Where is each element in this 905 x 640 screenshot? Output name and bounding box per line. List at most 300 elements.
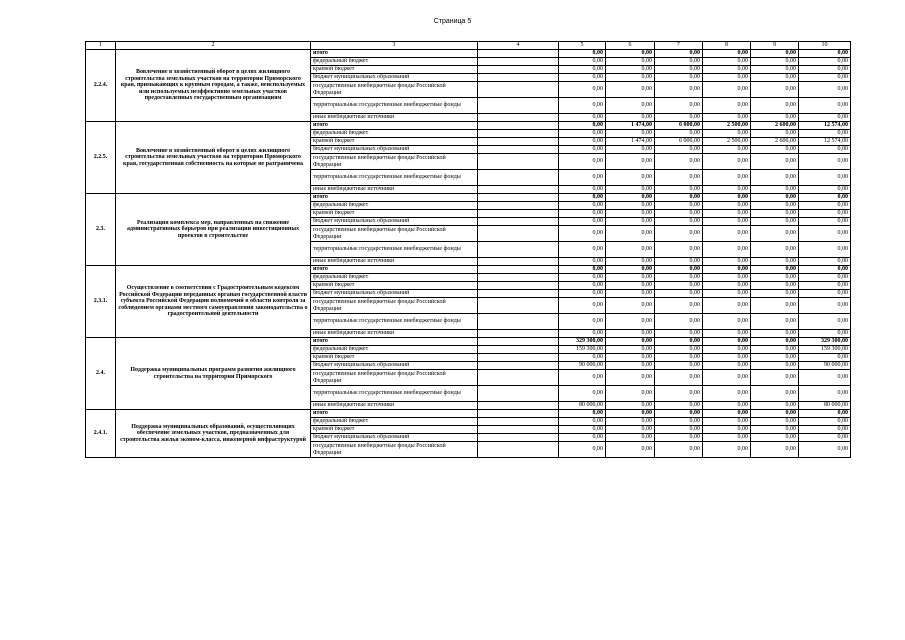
amount-cell: 0,00 — [559, 434, 606, 442]
amount-cell: 0,00 — [606, 370, 655, 386]
section-code: 2.2.4. — [86, 50, 116, 122]
amount-cell: 0,00 — [606, 58, 655, 66]
amount-cell: 0,00 — [751, 386, 799, 402]
amount-cell: 0,00 — [799, 202, 851, 210]
section-code: 2.4.1. — [86, 410, 116, 458]
funding-source-label: федеральный бюджет — [311, 274, 478, 282]
amount-cell: 0,00 — [655, 82, 703, 98]
empty-cell — [478, 74, 559, 82]
amount-cell: 0,00 — [703, 274, 751, 282]
empty-cell — [478, 354, 559, 362]
empty-cell — [478, 130, 559, 138]
funding-source-label: итого — [311, 50, 478, 58]
amount-cell: 0,00 — [751, 442, 799, 458]
table-row — [86, 410, 851, 418]
empty-cell — [478, 226, 559, 242]
amount-cell: 0,00 — [655, 218, 703, 226]
empty-cell — [478, 298, 559, 314]
empty-cell — [478, 242, 559, 258]
amount-cell: 0,00 — [606, 170, 655, 186]
amount-cell: 0,00 — [703, 402, 751, 410]
empty-cell — [478, 282, 559, 290]
amount-cell: 0,00 — [606, 98, 655, 114]
amount-cell: 0,00 — [799, 114, 851, 122]
amount-cell: 0,00 — [606, 402, 655, 410]
section-description: Реализация комплекса мер, направленных на снижение административных барьеров при реализации инвестиционных проектов в строительстве — [116, 194, 311, 266]
amount-cell: 0,00 — [751, 98, 799, 114]
amount-cell: 0,00 — [606, 386, 655, 402]
amount-cell: 0,00 — [655, 194, 703, 202]
funding-source-label: государственные внебюджетные фонды Российской Федерации — [311, 154, 478, 170]
amount-cell: 0,00 — [606, 130, 655, 138]
funding-source-label: государственные внебюджетные фонды Российской Федерации — [311, 370, 478, 386]
amount-cell: 0,00 — [559, 130, 606, 138]
amount-cell: 0,00 — [559, 138, 606, 146]
amount-cell: 0,00 — [655, 354, 703, 362]
empty-cell — [478, 402, 559, 410]
amount-cell: 2 600,00 — [751, 138, 799, 146]
amount-cell: 0,00 — [559, 418, 606, 426]
amount-cell: 0,00 — [751, 282, 799, 290]
empty-cell — [478, 370, 559, 386]
amount-cell: 0,00 — [703, 330, 751, 338]
amount-cell: 0,00 — [703, 50, 751, 58]
page-number-label: Страница 5 — [433, 18, 472, 25]
amount-cell: 0,00 — [799, 330, 851, 338]
amount-cell: 0,00 — [751, 410, 799, 418]
amount-cell: 0,00 — [606, 338, 655, 346]
funding-source-label: итого — [311, 194, 478, 202]
empty-cell — [478, 258, 559, 266]
amount-cell: 0,00 — [799, 314, 851, 330]
amount-cell: 0,00 — [799, 266, 851, 274]
amount-cell: 0,00 — [751, 338, 799, 346]
amount-cell: 0,00 — [703, 354, 751, 362]
amount-cell: 2 600,00 — [751, 122, 799, 130]
funding-source-label: бюджет муниципальных образований — [311, 146, 478, 154]
funding-source-label: государственные внебюджетные фонды Российской Федерации — [311, 82, 478, 98]
budget-table — [85, 41, 851, 458]
amount-cell: 0,00 — [559, 210, 606, 218]
amount-cell: 0,00 — [703, 66, 751, 74]
amount-cell: 0,00 — [751, 330, 799, 338]
empty-cell — [478, 82, 559, 98]
amount-cell: 0,00 — [606, 146, 655, 154]
funding-source-label: бюджет муниципальных образований — [311, 434, 478, 442]
amount-cell: 0,00 — [751, 266, 799, 274]
column-header: 6 — [606, 42, 655, 50]
empty-cell — [478, 138, 559, 146]
amount-cell: 0,00 — [703, 338, 751, 346]
amount-cell: 0,00 — [655, 258, 703, 266]
amount-cell: 0,00 — [799, 82, 851, 98]
amount-cell: 0,00 — [655, 298, 703, 314]
amount-cell: 0,00 — [799, 386, 851, 402]
amount-cell: 0,00 — [559, 410, 606, 418]
funding-source-label: территориальные государственные внебюджетные фонды — [311, 386, 478, 402]
amount-cell: 0,00 — [751, 426, 799, 434]
amount-cell: 80 000,00 — [559, 402, 606, 410]
amount-cell: 0,00 — [655, 154, 703, 170]
amount-cell: 0,00 — [559, 218, 606, 226]
amount-cell: 0,00 — [559, 74, 606, 82]
funding-source-label: федеральный бюджет — [311, 130, 478, 138]
amount-cell: 0,00 — [559, 290, 606, 298]
amount-cell: 0,00 — [559, 242, 606, 258]
amount-cell: 0,00 — [655, 146, 703, 154]
amount-cell: 12 574,00 — [799, 122, 851, 130]
amount-cell: 90 000,00 — [559, 362, 606, 370]
amount-cell: 0,00 — [655, 202, 703, 210]
amount-cell: 0,00 — [559, 194, 606, 202]
funding-source-label: территориальные государственные внебюджетные фонды — [311, 170, 478, 186]
amount-cell: 0,00 — [751, 186, 799, 194]
amount-cell: 0,00 — [799, 282, 851, 290]
amount-cell: 0,00 — [703, 386, 751, 402]
amount-cell: 0,00 — [559, 274, 606, 282]
amount-cell: 0,00 — [606, 210, 655, 218]
table-row — [86, 266, 851, 274]
empty-cell — [478, 418, 559, 426]
amount-cell: 0,00 — [751, 354, 799, 362]
column-header: 10 — [799, 42, 851, 50]
amount-cell: 0,00 — [751, 418, 799, 426]
amount-cell: 0,00 — [559, 354, 606, 362]
amount-cell: 0,00 — [655, 402, 703, 410]
amount-cell: 0,00 — [751, 218, 799, 226]
amount-cell: 12 574,00 — [799, 138, 851, 146]
amount-cell: 0,00 — [606, 74, 655, 82]
funding-source-label: краевой бюджет — [311, 426, 478, 434]
amount-cell: 0,00 — [655, 242, 703, 258]
amount-cell: 0,00 — [606, 362, 655, 370]
funding-source-label: государственные внебюджетные фонды Российской Федерации — [311, 226, 478, 242]
amount-cell: 0,00 — [799, 186, 851, 194]
section-code: 2.3. — [86, 194, 116, 266]
amount-cell: 0,00 — [606, 426, 655, 434]
amount-cell: 0,00 — [703, 346, 751, 354]
amount-cell: 0,00 — [655, 362, 703, 370]
empty-cell — [478, 434, 559, 442]
amount-cell: 0,00 — [559, 50, 606, 58]
amount-cell: 0,00 — [655, 50, 703, 58]
column-header: 4 — [478, 42, 559, 50]
amount-cell: 0,00 — [751, 202, 799, 210]
amount-cell: 0,00 — [799, 434, 851, 442]
amount-cell: 0,00 — [751, 362, 799, 370]
amount-cell: 0,00 — [799, 290, 851, 298]
empty-cell — [478, 266, 559, 274]
amount-cell: 0,00 — [606, 410, 655, 418]
empty-cell — [478, 50, 559, 58]
amount-cell: 0,00 — [751, 66, 799, 74]
amount-cell: 80 000,00 — [799, 402, 851, 410]
amount-cell: 0,00 — [751, 226, 799, 242]
amount-cell: 0,00 — [751, 130, 799, 138]
amount-cell: 0,00 — [799, 58, 851, 66]
amount-cell: 0,00 — [559, 298, 606, 314]
column-header-row — [86, 42, 851, 50]
funding-source-label: территориальные государственные внебюджетные фонды — [311, 314, 478, 330]
section-code: 2.3.1. — [86, 266, 116, 338]
amount-cell: 0,00 — [655, 434, 703, 442]
table-row — [86, 194, 851, 202]
amount-cell: 0,00 — [655, 186, 703, 194]
amount-cell: 0,00 — [655, 442, 703, 458]
amount-cell: 0,00 — [751, 82, 799, 98]
amount-cell: 0,00 — [559, 202, 606, 210]
amount-cell: 0,00 — [703, 426, 751, 434]
amount-cell: 0,00 — [799, 194, 851, 202]
funding-source-label: бюджет муниципальных образований — [311, 290, 478, 298]
empty-cell — [478, 218, 559, 226]
empty-cell — [478, 58, 559, 66]
funding-source-label: федеральный бюджет — [311, 58, 478, 66]
funding-source-label: итого — [311, 410, 478, 418]
amount-cell: 0,00 — [655, 338, 703, 346]
amount-cell: 0,00 — [751, 114, 799, 122]
empty-cell — [478, 146, 559, 154]
amount-cell: 0,00 — [751, 346, 799, 354]
amount-cell: 0,00 — [606, 274, 655, 282]
amount-cell: 0,00 — [703, 266, 751, 274]
amount-cell: 0,00 — [559, 66, 606, 74]
amount-cell: 0,00 — [703, 226, 751, 242]
amount-cell: 0,00 — [799, 66, 851, 74]
amount-cell: 1 474,00 — [606, 138, 655, 146]
empty-cell — [478, 290, 559, 298]
amount-cell: 0,00 — [799, 354, 851, 362]
amount-cell: 0,00 — [751, 194, 799, 202]
empty-cell — [478, 98, 559, 114]
funding-source-label: федеральный бюджет — [311, 346, 478, 354]
amount-cell: 0,00 — [655, 290, 703, 298]
amount-cell: 0,00 — [559, 98, 606, 114]
amount-cell: 0,00 — [751, 74, 799, 82]
section-code: 2.4. — [86, 338, 116, 410]
amount-cell: 0,00 — [703, 242, 751, 258]
amount-cell: 0,00 — [799, 210, 851, 218]
table-row — [86, 338, 851, 346]
amount-cell: 0,00 — [799, 130, 851, 138]
amount-cell: 0,00 — [751, 314, 799, 330]
amount-cell: 90 000,00 — [799, 362, 851, 370]
amount-cell: 0,00 — [703, 218, 751, 226]
amount-cell: 0,00 — [559, 186, 606, 194]
amount-cell: 0,00 — [606, 282, 655, 290]
amount-cell: 0,00 — [751, 258, 799, 266]
funding-source-label: иные внебюджетные источники — [311, 114, 478, 122]
empty-cell — [478, 274, 559, 282]
amount-cell: 0,00 — [751, 50, 799, 58]
empty-cell — [478, 114, 559, 122]
amount-cell: 0,00 — [606, 298, 655, 314]
amount-cell: 0,00 — [799, 442, 851, 458]
amount-cell: 0,00 — [606, 66, 655, 74]
amount-cell: 0,00 — [799, 242, 851, 258]
amount-cell: 0,00 — [655, 210, 703, 218]
amount-cell: 0,00 — [703, 154, 751, 170]
section-description: Осуществление в соответствии с Градостроительным кодексом Российской Федерации переданных органам государственной власти субъекта Российской Федерации полномочий в области контроля за соблюдением органами местного самоуправления законодательства о градостроительной деятельности — [116, 266, 311, 338]
amount-cell: 0,00 — [606, 82, 655, 98]
amount-cell: 0,00 — [751, 242, 799, 258]
column-header: 2 — [116, 42, 311, 50]
amount-cell: 0,00 — [655, 370, 703, 386]
amount-cell: 0,00 — [559, 266, 606, 274]
amount-cell: 0,00 — [559, 154, 606, 170]
amount-cell: 0,00 — [655, 130, 703, 138]
amount-cell: 6 000,00 — [655, 122, 703, 130]
amount-cell: 159 300,00 — [799, 346, 851, 354]
amount-cell: 0,00 — [655, 346, 703, 354]
amount-cell: 0,00 — [703, 370, 751, 386]
amount-cell: 0,00 — [703, 202, 751, 210]
amount-cell: 0,00 — [606, 290, 655, 298]
table-row — [86, 50, 851, 58]
funding-source-label: территориальные государственные внебюджетные фонды — [311, 98, 478, 114]
amount-cell: 0,00 — [606, 226, 655, 242]
amount-cell: 0,00 — [703, 434, 751, 442]
column-header: 7 — [655, 42, 703, 50]
funding-source-label: иные внебюджетные источники — [311, 330, 478, 338]
amount-cell: 0,00 — [606, 194, 655, 202]
amount-cell: 0,00 — [751, 146, 799, 154]
table-row — [86, 122, 851, 130]
funding-source-label: бюджет муниципальных образований — [311, 218, 478, 226]
amount-cell: 0,00 — [703, 258, 751, 266]
amount-cell: 0,00 — [606, 50, 655, 58]
amount-cell: 0,00 — [703, 410, 751, 418]
amount-cell: 0,00 — [703, 170, 751, 186]
amount-cell: 0,00 — [655, 274, 703, 282]
amount-cell: 0,00 — [703, 130, 751, 138]
amount-cell: 0,00 — [606, 418, 655, 426]
amount-cell: 0,00 — [606, 154, 655, 170]
amount-cell: 0,00 — [655, 410, 703, 418]
funding-source-label: федеральный бюджет — [311, 202, 478, 210]
amount-cell: 0,00 — [703, 194, 751, 202]
empty-cell — [478, 386, 559, 402]
amount-cell: 0,00 — [703, 82, 751, 98]
amount-cell: 0,00 — [559, 58, 606, 66]
empty-cell — [478, 314, 559, 330]
amount-cell: 0,00 — [606, 266, 655, 274]
amount-cell: 0,00 — [559, 370, 606, 386]
amount-cell: 0,00 — [606, 330, 655, 338]
section-description: Поддержка муниципальных образований, осуществляющих обеспечение земельных участков, предназначенных для строительства жилья эконом-класса, инженерной инфраструктурой — [116, 410, 311, 458]
empty-cell — [478, 170, 559, 186]
amount-cell: 0,00 — [559, 386, 606, 402]
amount-cell: 0,00 — [703, 314, 751, 330]
empty-cell — [478, 194, 559, 202]
funding-source-label: бюджет муниципальных образований — [311, 362, 478, 370]
funding-source-label: итого — [311, 266, 478, 274]
amount-cell: 0,00 — [703, 210, 751, 218]
amount-cell: 0,00 — [655, 426, 703, 434]
amount-cell: 0,00 — [559, 82, 606, 98]
amount-cell: 0,00 — [799, 170, 851, 186]
empty-cell — [478, 362, 559, 370]
amount-cell: 0,00 — [606, 354, 655, 362]
amount-cell: 0,00 — [751, 210, 799, 218]
section-description: Поддержка муниципальных программ развития жилищного строительства на территории Приморского — [116, 338, 311, 410]
empty-cell — [478, 426, 559, 434]
amount-cell: 0,00 — [559, 146, 606, 154]
amount-cell: 0,00 — [606, 242, 655, 258]
amount-cell: 0,00 — [559, 442, 606, 458]
amount-cell: 0,00 — [703, 74, 751, 82]
funding-source-label: краевой бюджет — [311, 282, 478, 290]
amount-cell: 0,00 — [703, 442, 751, 458]
funding-source-label: государственные внебюджетные фонды Российской Федерации — [311, 298, 478, 314]
empty-cell — [478, 154, 559, 170]
amount-cell: 0,00 — [655, 98, 703, 114]
amount-cell: 0,00 — [655, 330, 703, 338]
amount-cell: 0,00 — [703, 146, 751, 154]
amount-cell: 0,00 — [606, 202, 655, 210]
amount-cell: 0,00 — [751, 370, 799, 386]
amount-cell: 0,00 — [559, 170, 606, 186]
amount-cell: 0,00 — [655, 266, 703, 274]
funding-source-label: итого — [311, 122, 478, 130]
amount-cell: 0,00 — [606, 218, 655, 226]
amount-cell: 159 300,00 — [559, 346, 606, 354]
amount-cell: 0,00 — [606, 346, 655, 354]
funding-source-label: государственные внебюджетные фонды Российской Федерации — [311, 442, 478, 458]
empty-cell — [478, 442, 559, 458]
funding-source-label: бюджет муниципальных образований — [311, 74, 478, 82]
amount-cell: 329 300,00 — [559, 338, 606, 346]
empty-cell — [478, 346, 559, 354]
amount-cell: 0,00 — [799, 274, 851, 282]
amount-cell: 0,00 — [655, 74, 703, 82]
amount-cell: 0,00 — [655, 282, 703, 290]
funding-source-label: территориальные государственные внебюджетные фонды — [311, 242, 478, 258]
column-header: 1 — [86, 42, 116, 50]
column-header: 9 — [751, 42, 799, 50]
amount-cell: 0,00 — [799, 218, 851, 226]
amount-cell: 0,00 — [703, 282, 751, 290]
amount-cell: 0,00 — [751, 402, 799, 410]
column-header: 8 — [703, 42, 751, 50]
amount-cell: 2 500,00 — [703, 138, 751, 146]
amount-cell: 0,00 — [799, 410, 851, 418]
amount-cell: 0,00 — [559, 258, 606, 266]
empty-cell — [478, 210, 559, 218]
amount-cell: 0,00 — [799, 370, 851, 386]
empty-cell — [478, 202, 559, 210]
amount-cell: 1 474,00 — [606, 122, 655, 130]
amount-cell: 0,00 — [559, 282, 606, 290]
amount-cell: 0,00 — [799, 426, 851, 434]
amount-cell: 329 300,00 — [799, 338, 851, 346]
amount-cell: 0,00 — [799, 418, 851, 426]
empty-cell — [478, 410, 559, 418]
amount-cell: 0,00 — [703, 98, 751, 114]
amount-cell: 0,00 — [799, 146, 851, 154]
amount-cell: 0,00 — [559, 330, 606, 338]
amount-cell: 0,00 — [799, 74, 851, 82]
amount-cell: 0,00 — [606, 434, 655, 442]
amount-cell: 0,00 — [703, 362, 751, 370]
empty-cell — [478, 338, 559, 346]
amount-cell: 0,00 — [703, 290, 751, 298]
funding-source-label: итого — [311, 338, 478, 346]
empty-cell — [478, 66, 559, 74]
amount-cell: 0,00 — [559, 426, 606, 434]
amount-cell: 0,00 — [606, 114, 655, 122]
amount-cell: 0,00 — [606, 314, 655, 330]
